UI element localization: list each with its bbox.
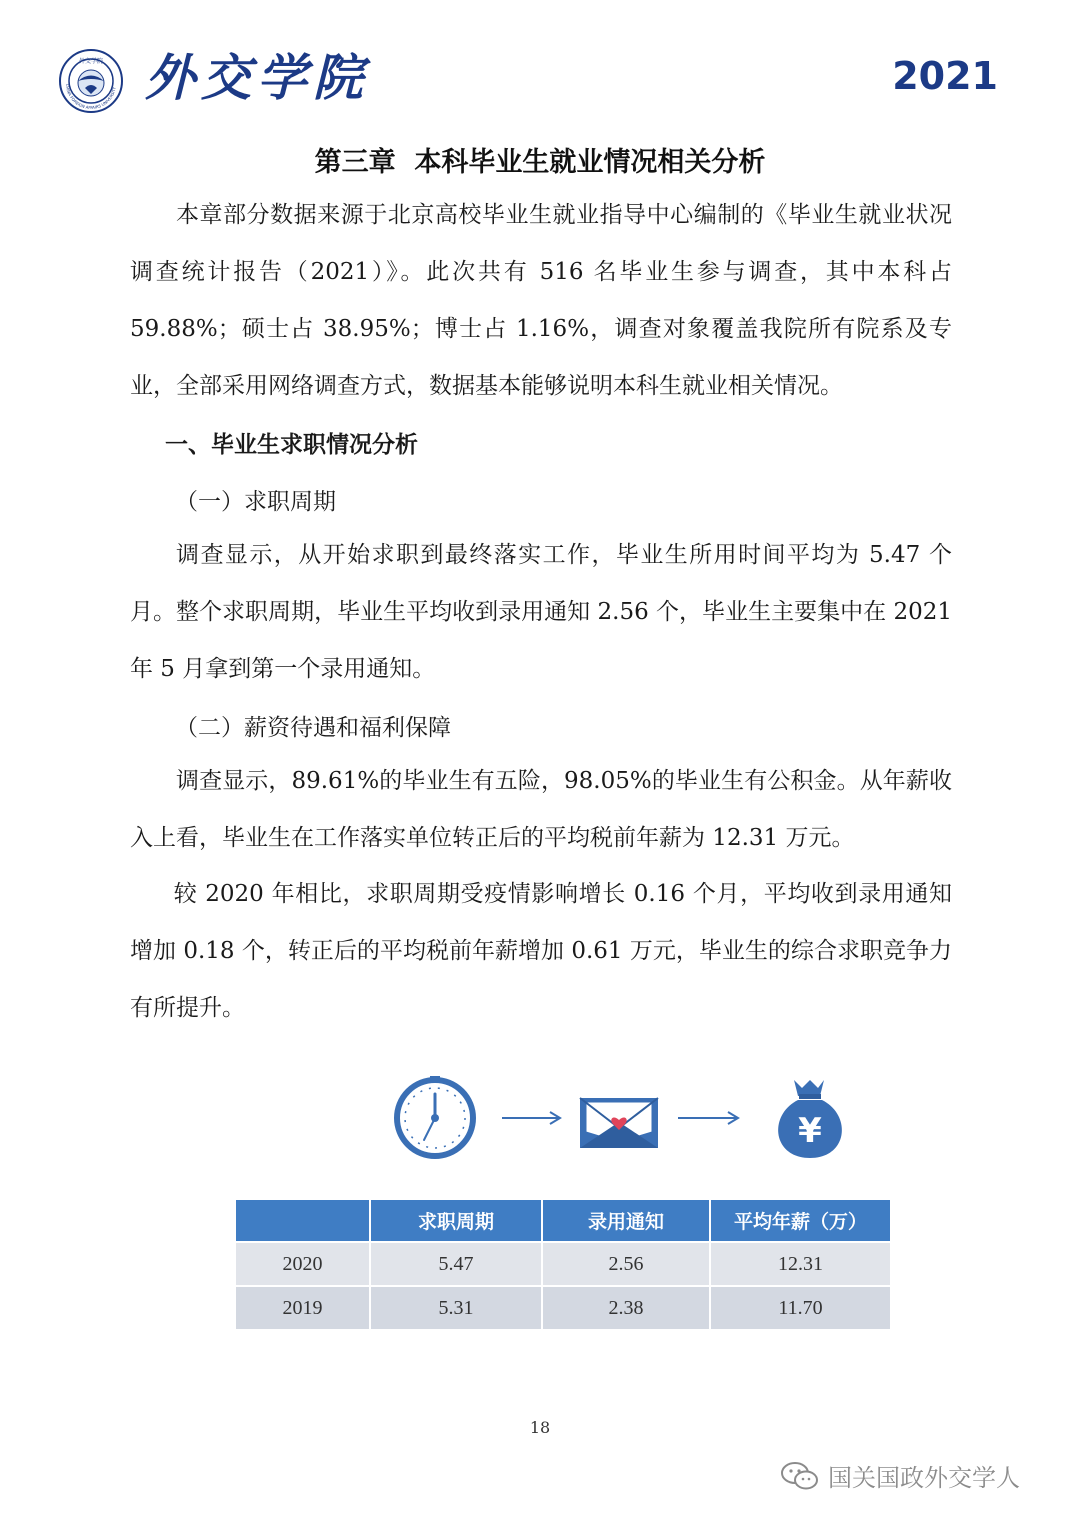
table-cell: 5.31 <box>370 1286 542 1329</box>
table-cell: 2020 <box>236 1242 370 1286</box>
intro-paragraph: 本章部分数据来源于北京高校毕业生就业指导中心编制的《毕业生就业状况调查统计报告（2021）》。此次共有 516 名毕业生参与调查，其中本科占 59.88%；硕士占 38.95%；博士占 1.16%，调查对象覆盖我院所有院系及专业，全部采用网络调查方式，数据基本能够说明本科生就业相关情况。 <box>130 202 952 399</box>
wechat-icon <box>780 1460 820 1492</box>
table-cell: 5.47 <box>370 1242 542 1286</box>
subsection-title-salary: （二）薪资待遇和福利保障 <box>175 715 451 741</box>
table-cell: 2.56 <box>542 1242 710 1286</box>
employment-stats-table <box>236 1200 890 1329</box>
subsection-title-job-cycle: （一）求职周期 <box>175 489 336 515</box>
table-header-cell: 平均年薪（万） <box>710 1200 890 1242</box>
logo-top-text: 外交学院 <box>78 58 104 65</box>
table-cell: 12.31 <box>710 1242 890 1286</box>
arrow-right-icon <box>678 1112 738 1124</box>
logo-ring-text: CHINA FOREIGN AFFAIRS UNIVERSITY <box>64 83 117 111</box>
table-header-cell <box>236 1200 370 1242</box>
process-icons <box>380 1070 860 1170</box>
salary-paragraph: 调查显示，89.61%的毕业生有五险，98.05%的毕业生有公积金。从年薪收入上看，毕业生在工作落实单位转正后的平均税前年薪为 12.31 万元。 <box>130 768 952 851</box>
table-row <box>236 1242 890 1286</box>
arrow-right-icon <box>502 1112 560 1124</box>
chapter-title: 第三章 本科毕业生就业情况相关分析 <box>314 147 766 178</box>
page-number: 18 <box>529 1418 551 1437</box>
job-cycle-paragraph: 调查显示，从开始求职到最终落实工作，毕业生所用时间平均为 5.47 个月。整个求职周期，毕业生平均收到录用通知 2.56 个，毕业生主要集中在 2021 年 5 月拿到第一个录用通知。 <box>130 542 952 682</box>
report-year: 2021 <box>892 54 998 98</box>
envelope-heart-icon <box>580 1078 658 1148</box>
table-cell: 2019 <box>236 1286 370 1329</box>
brand-title: 外交学院 <box>145 48 369 107</box>
table-row <box>236 1286 890 1329</box>
table-cell: 11.70 <box>710 1286 890 1329</box>
table-cell: 2.38 <box>542 1286 710 1329</box>
table-header-row <box>236 1200 890 1242</box>
svg-text:¥: ¥ <box>798 1111 822 1151</box>
table-header-cell: 求职周期 <box>370 1200 542 1242</box>
table-header-cell: 录用通知 <box>542 1200 710 1242</box>
comparison-paragraph: 较 2020 年相比，求职周期受疫情影响增长 0.16 个月，平均收到录用通知增加 0.18 个，转正后的平均税前年薪增加 0.61 万元，毕业生的综合求职竞争力有所提升。 <box>130 881 952 1021</box>
university-logo <box>58 48 124 114</box>
money-bag-yuan-icon <box>778 1080 842 1158</box>
clock-icon <box>397 1076 473 1156</box>
watermark-text: 国关国政外交学人 <box>828 1464 1020 1492</box>
section-title: 一、毕业生求职情况分析 <box>165 432 418 458</box>
watermark <box>780 1458 1020 1493</box>
